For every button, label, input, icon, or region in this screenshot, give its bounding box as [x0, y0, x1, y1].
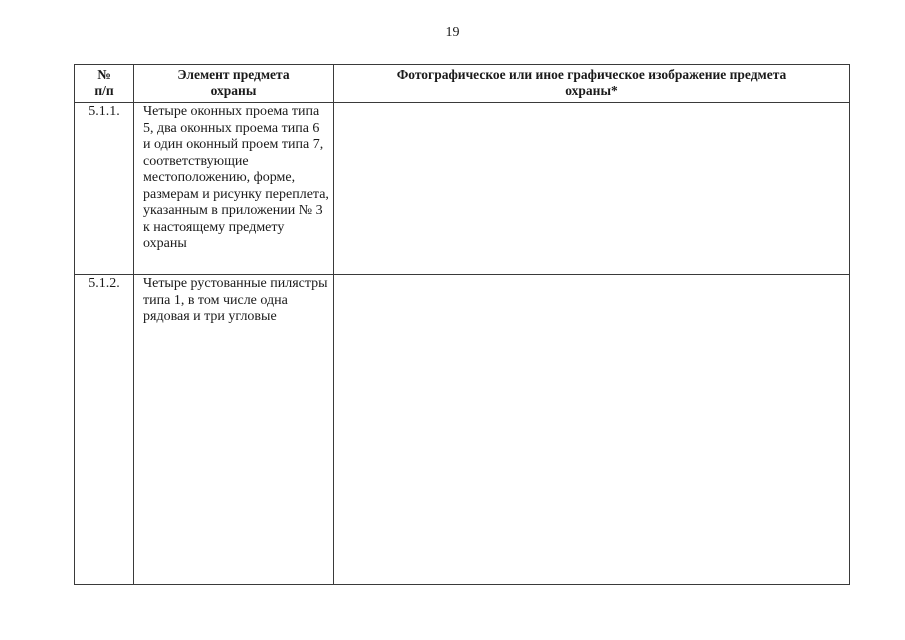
protection-table — [74, 64, 850, 585]
table-row — [75, 275, 850, 585]
row-image-cell — [334, 103, 850, 275]
row-image-cell — [334, 275, 850, 585]
header-number: № п/п — [75, 65, 134, 103]
row-number: 5.1.1. — [75, 103, 134, 275]
table-row — [75, 103, 850, 275]
header-image: Фотографическое или иное графическое изображение предмета охраны* — [334, 65, 850, 103]
row-element: Четыре рустованные пилястры типа 1, в том числе одна рядовая и три угловые — [134, 275, 334, 585]
header-element: Элемент предмета охраны — [134, 65, 334, 103]
row-number: 5.1.2. — [75, 275, 134, 585]
row-element: Четыре оконных проема типа 5, два оконных проема типа 6 и один оконный проем типа 7, соответствующие местоположению, форме, размерам и рисунку переплета, указанным в приложении № 3 к настоящему предмету охраны — [134, 103, 334, 275]
table-header-row — [75, 65, 850, 103]
page-number: 19 — [445, 25, 460, 40]
